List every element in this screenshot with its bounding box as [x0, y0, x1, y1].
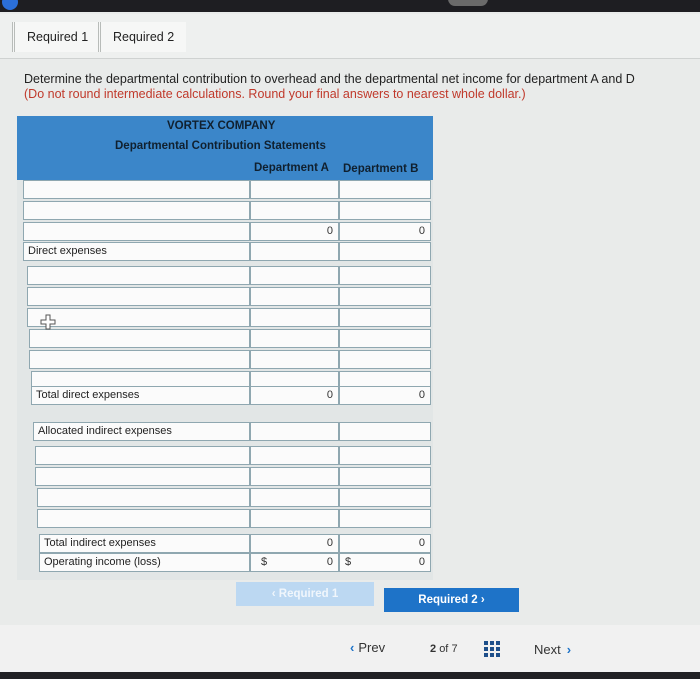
dept-a-input[interactable] — [250, 467, 339, 486]
statement-header — [17, 116, 433, 180]
dept-b-total-direct: 0 — [339, 386, 431, 405]
row-label-input[interactable] — [23, 180, 250, 199]
chevron-left-icon: ‹ — [350, 640, 355, 655]
row-label-input[interactable] — [27, 287, 250, 306]
row-label-input[interactable] — [35, 446, 250, 465]
column-header-department-b: Department B — [343, 163, 419, 175]
dept-a-input[interactable] — [250, 329, 339, 348]
dept-b-cell — [339, 242, 431, 261]
column-header-department-a: Department A — [254, 162, 329, 174]
dept-a-input[interactable] — [250, 180, 339, 199]
dept-b-input[interactable] — [339, 266, 431, 285]
page-current: 2 — [430, 643, 437, 655]
bottom-bar — [0, 672, 700, 679]
dept-b-input[interactable] — [339, 467, 431, 486]
grid-icon[interactable] — [484, 641, 500, 657]
next-required-button[interactable] — [384, 588, 519, 612]
statement-title: Departmental Contribution Statements — [115, 140, 326, 152]
row-label-input[interactable] — [27, 308, 250, 327]
direct-expenses-label: Direct expenses — [23, 242, 250, 261]
dept-a-subtotal: 0 — [250, 222, 339, 241]
row-label-input[interactable] — [23, 222, 250, 241]
page-indicator — [430, 643, 458, 655]
total-direct-expenses-label: Total direct expenses — [31, 386, 250, 405]
dept-a-input[interactable] — [250, 509, 339, 528]
row-label-input[interactable] — [23, 201, 250, 220]
previous-required-button[interactable] — [236, 582, 374, 606]
chevron-right-icon: › — [566, 642, 572, 657]
dept-a-input[interactable] — [250, 488, 339, 507]
dept-b-input[interactable] — [339, 509, 431, 528]
dept-a-total-indirect: 0 — [250, 534, 339, 553]
dept-b-input[interactable] — [339, 287, 431, 306]
row-label-input[interactable] — [27, 266, 250, 285]
prev-label: Prev — [358, 640, 386, 655]
dept-b-subtotal: 0 — [339, 222, 431, 241]
next-button[interactable] — [534, 642, 571, 657]
dept-b-total-indirect: 0 — [339, 534, 431, 553]
dept-a-operating-income: 0 — [250, 553, 339, 572]
dept-a-input[interactable] — [250, 446, 339, 465]
dept-b-input[interactable] — [339, 488, 431, 507]
tab-required-1[interactable]: Required 1 — [12, 22, 100, 52]
dept-a-total-direct: 0 — [250, 386, 339, 405]
top-bar — [0, 0, 700, 12]
dept-b-operating-income: 0 — [339, 553, 431, 572]
chevron-right-icon: › — [477, 594, 485, 606]
previous-required-label: Required 1 — [278, 588, 339, 600]
move-row-plus-icon[interactable] — [40, 314, 56, 330]
row-label-input[interactable] — [35, 467, 250, 486]
dept-b-input[interactable] — [339, 329, 431, 348]
dept-b-input[interactable] — [339, 180, 431, 199]
tab-required-2[interactable]: Required 2 — [98, 22, 186, 52]
dept-a-input[interactable] — [250, 350, 339, 369]
next-label: Next — [534, 642, 561, 657]
dept-a-dollar-sign: $ — [261, 556, 268, 568]
dept-a-cell — [250, 242, 339, 261]
next-required-label: Required 2 — [418, 594, 478, 606]
row-label-input[interactable] — [29, 350, 250, 369]
instructions — [24, 72, 700, 102]
instructions-main: Determine the departmental contribution to overhead and the departmental net income for department A and D — [24, 72, 635, 86]
chevron-left-icon: ‹ — [271, 588, 279, 600]
contribution-statement-table — [17, 116, 433, 580]
dept-a-input[interactable] — [250, 308, 339, 327]
dept-a-input[interactable] — [250, 201, 339, 220]
prev-button[interactable] — [350, 640, 410, 660]
operating-income-label: Operating income (loss) — [39, 553, 250, 572]
saved-status-indicator — [448, 0, 488, 6]
dept-b-cell — [339, 422, 431, 441]
app-logo-icon — [2, 0, 18, 10]
bottom-navigation — [0, 625, 700, 673]
dept-a-input[interactable] — [250, 266, 339, 285]
dept-b-input[interactable] — [339, 350, 431, 369]
allocated-indirect-expenses-label: Allocated indirect expenses — [33, 422, 250, 441]
page-of: of — [439, 643, 449, 655]
dept-a-input[interactable] — [250, 287, 339, 306]
row-label-input[interactable] — [29, 329, 250, 348]
dept-b-dollar-sign: $ — [345, 556, 352, 568]
dept-b-input[interactable] — [339, 201, 431, 220]
page-total: 7 — [451, 643, 458, 655]
company-name: VORTEX COMPANY — [167, 120, 276, 132]
required-tabs — [0, 14, 700, 59]
row-label-input[interactable] — [37, 509, 250, 528]
instructions-note: (Do not round intermediate calculations. Round your final answers to nearest whole dollar.) — [24, 87, 526, 101]
dept-b-input[interactable] — [339, 446, 431, 465]
dept-b-input[interactable] — [339, 308, 431, 327]
row-label-input[interactable] — [37, 488, 250, 507]
dept-a-cell — [250, 422, 339, 441]
total-indirect-expenses-label: Total indirect expenses — [39, 534, 250, 553]
